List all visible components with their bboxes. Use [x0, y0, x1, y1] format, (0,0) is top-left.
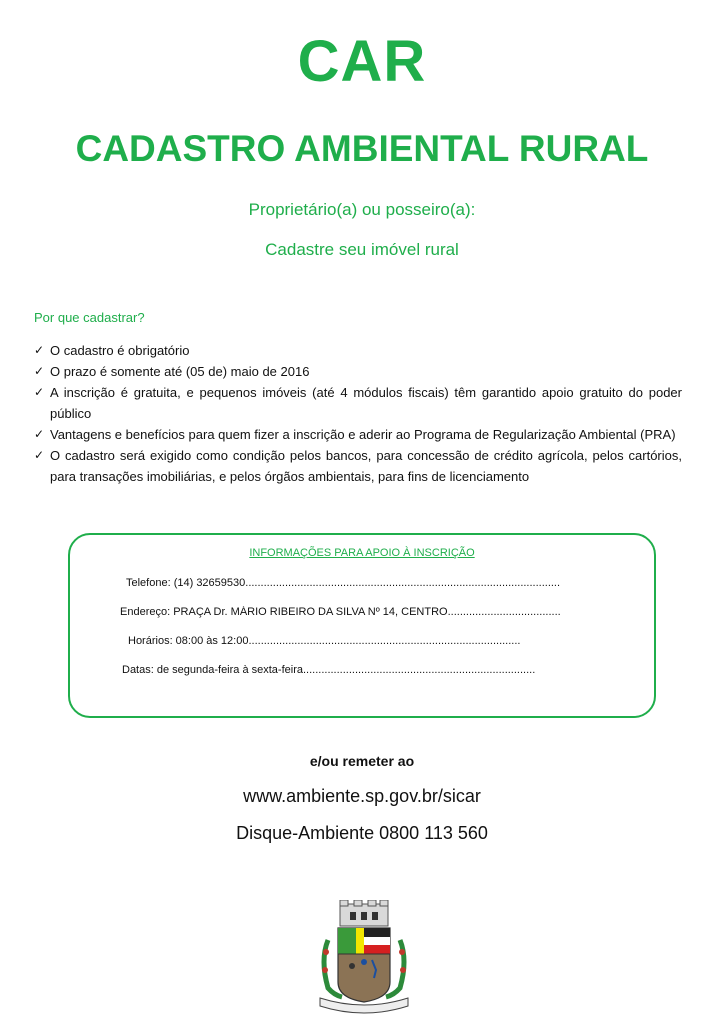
list-item: ✓ O prazo é somente até (05 de) maio de 2016 — [34, 361, 682, 382]
address-line: Endereço: PRAÇA Dr. MÁRIO RIBEIRO DA SILVA Nº 14, CENTRO..................................... — [120, 606, 561, 618]
phone-line: Telefone: (14) 32659530....................................................................................................... — [126, 577, 561, 589]
list-item: ✓ O cadastro será exigido como condição pelos bancos, para concessão de crédito agrícola, pelos cartórios, para transações imobiliárias, e pelos órgãos ambientais, para fins de licenciamento — [34, 445, 682, 487]
days-line: Datas: de segunda-feira à sexta-feira............................................................................ — [122, 664, 536, 676]
hours-line: Horários: 08:00 às 12:00......................................................................................... — [128, 635, 521, 647]
coat-of-arms-icon — [314, 900, 414, 1015]
check-icon: ✓ — [34, 385, 45, 399]
why-register-heading: Por que cadastrar? — [34, 310, 145, 325]
crown-icon — [340, 900, 388, 926]
list-item: ✓ O cadastro é obrigatório — [34, 340, 682, 361]
check-icon: ✓ — [34, 343, 45, 357]
acronym-title: CAR — [297, 29, 427, 94]
list-item: ✓ Vantagens e benefícios para quem fizer a inscrição e aderir ao Programa de Regularização Ambiental (PRA) — [34, 424, 682, 445]
list-item: ✓ A inscrição é gratuita, e pequenos imóveis (até 4 módulos fiscais) têm garantido apoio gratuito do poder público — [34, 382, 682, 424]
info-box — [68, 533, 656, 718]
reasons-list — [34, 340, 682, 487]
subtitle-owner: Proprietário(a) ou posseiro(a): — [248, 200, 476, 219]
check-icon: ✓ — [34, 448, 45, 462]
website-link[interactable]: www.ambiente.sp.gov.br/sicar — [243, 786, 481, 806]
check-icon: ✓ — [34, 364, 45, 378]
info-box-title: INFORMAÇÕES PARA APOIO À INSCRIÇÃO — [249, 547, 475, 559]
subtitle-register: Cadastre seu imóvel rural — [265, 240, 459, 259]
hotline-text: Disque-Ambiente 0800 113 560 — [236, 823, 488, 843]
full-title: CADASTRO AMBIENTAL RURAL — [75, 128, 649, 169]
check-icon: ✓ — [34, 427, 45, 441]
send-to-label: e/ou remeter ao — [309, 753, 415, 769]
